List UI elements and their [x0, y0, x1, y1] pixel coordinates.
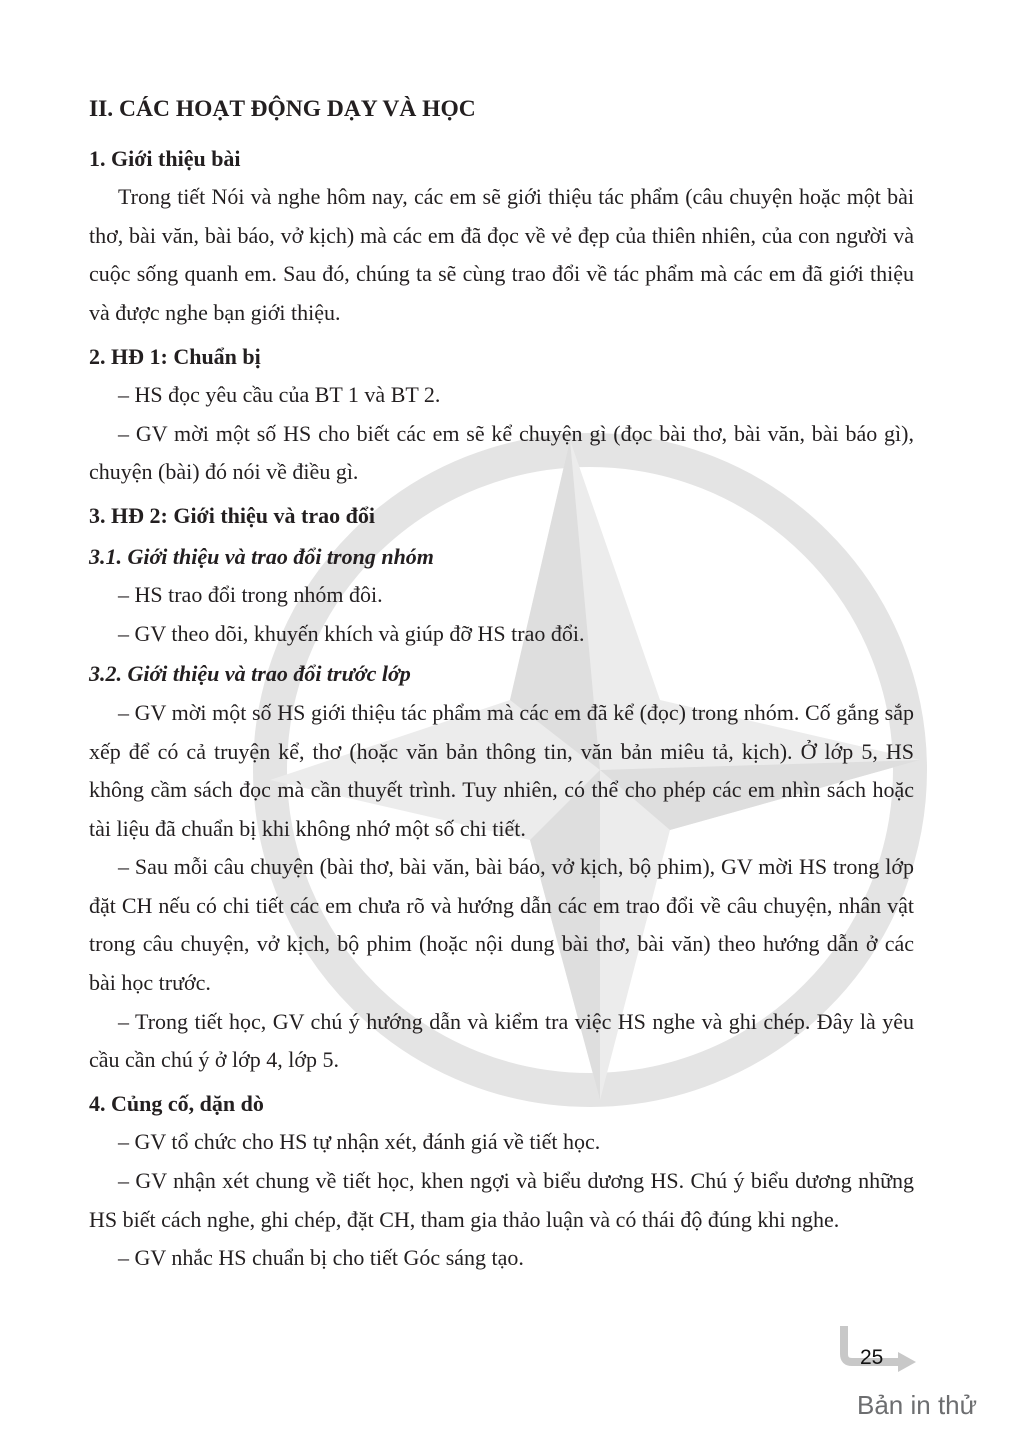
paragraph: – GV theo dõi, khuyến khích và giúp đỡ HS trao đổi. [118, 620, 585, 646]
paragraph: – GV mời một số HS giới thiệu tác phẩm mà các em đã kể (đọc) trong nhóm. Cố gắng sắp xếp để có cả truyện kể, thơ (hoặc văn bản thông tin, văn bản miêu tả, kịch). Ở lớp 5, HS không cầm sách đọc mà cần thuyết trình. Tuy nhiên, có thể cho phép các em nhìn sách hoặc tài liệu đã chuẩn bị khi không nhớ một số chi tiết. [89, 699, 914, 841]
page-number: 25 [860, 1346, 884, 1369]
paragraph: – HS trao đổi trong nhóm đôi. [118, 582, 383, 608]
section-title: II. CÁC HOẠT ĐỘNG DẠY VÀ HỌC [89, 96, 476, 122]
paragraph: – GV nhắc HS chuẩn bị cho tiết Góc sáng tạo. [118, 1245, 524, 1271]
paragraph: – Trong tiết học, GV chú ý hướng dẫn và kiểm tra việc HS nghe và ghi chép. Đây là yêu cầu cần chú ý ở lớp 4, lớp 5. [89, 1008, 914, 1073]
subheading-class: 3.2. Giới thiệu và trao đổi trước lớp [89, 661, 411, 687]
paragraph: – GV nhận xét chung về tiết học, khen ngợi và biểu dương HS. Chú ý biểu dương những HS biết cách nghe, ghi chép, đặt CH, tham gia thảo luận và có thái độ đúng khi nghe. [89, 1168, 914, 1232]
heading-activity-2: 3. HĐ 2: Giới thiệu và trao đổi [89, 502, 375, 528]
heading-activity-1: 2. HĐ 1: Chuẩn bị [89, 343, 261, 369]
heading-wrap-up: 4. Củng cố, dặn dò [89, 1090, 264, 1116]
paragraph: – Sau mỗi câu chuyện (bài thơ, bài văn, bài báo, vở kịch, bộ phim), GV mời HS trong lớp đặt CH nếu có chi tiết các em chưa rõ và hướng dẫn các em trao đổi về câu chuyện, nhân vật trong câu chuyện, vở kịch, bộ phim (hoặc nội dung bài thơ, bài văn) theo hướng dẫn ở các bài học trước. [89, 854, 914, 996]
page-content [89, 90, 914, 1278]
paragraph: – GV tổ chức cho HS tự nhận xét, đánh giá về tiết học. [118, 1129, 601, 1155]
paragraph: – GV mời một số HS cho biết các em sẽ kể chuyện gì (đọc bài thơ, bài văn, bài báo gì), chuyện (bài) đó nói về điều gì. [89, 420, 914, 485]
paragraph: – HS đọc yêu cầu của BT 1 và BT 2. [118, 382, 441, 408]
draft-label: Bản in thử [857, 1390, 978, 1420]
heading-intro: 1. Giới thiệu bài [89, 145, 241, 171]
paragraph: Trong tiết Nói và nghe hôm nay, các em sẽ giới thiệu tác phẩm (câu chuyện hoặc một bài thơ, bài văn, bài báo, vở kịch) mà các em đã đọc về vẻ đẹp của thiên nhiên, của con người và cuộc sống quanh em. Sau đó, chúng ta sẽ cùng trao đổi về tác phẩm mà các em đã giới thiệu và được nghe bạn giới thiệu. [89, 184, 914, 325]
subheading-group: 3.1. Giới thiệu và trao đổi trong nhóm [89, 543, 434, 569]
